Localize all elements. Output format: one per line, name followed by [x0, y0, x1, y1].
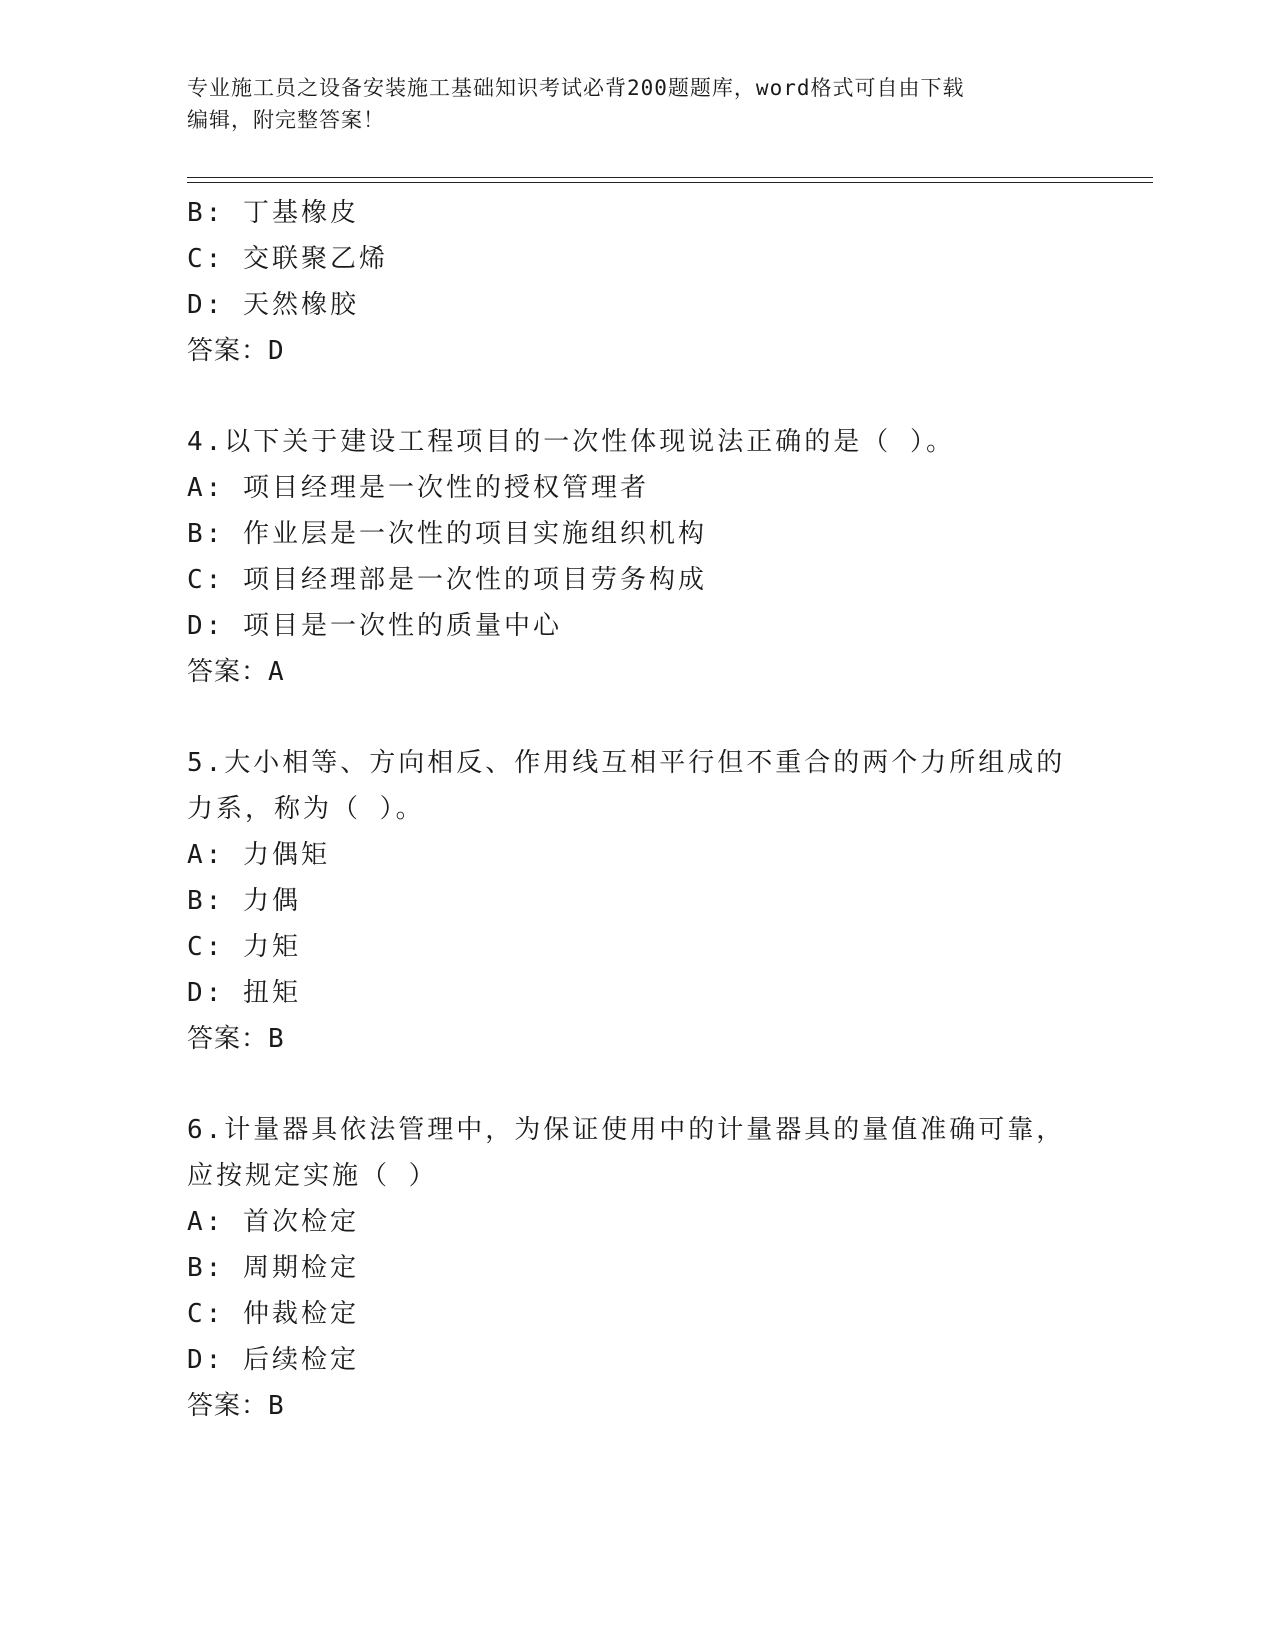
answer-value: D [268, 336, 285, 366]
answer-line [187, 328, 1107, 374]
header-divider-top [187, 177, 1153, 178]
question-text: 力系，称为（ ）。 [187, 794, 425, 824]
answer-label: 答案： [187, 1024, 269, 1054]
option-row: B: 丁基橡皮 [187, 198, 359, 228]
answer-value: B [268, 1391, 285, 1421]
answer-label: 答案： [187, 657, 269, 687]
option-row: C: 交联聚乙烯 [187, 244, 388, 274]
question-list [187, 190, 1107, 1429]
option-row: A: 力偶矩 [187, 840, 330, 870]
page-header [187, 72, 1067, 136]
option-row: C: 仲裁检定 [187, 1299, 359, 1329]
answer-value: A [268, 657, 285, 687]
question-block-4 [187, 419, 1107, 695]
option-row: D: 扭矩 [187, 978, 301, 1008]
option-row: C: 项目经理部是一次性的项目劳务构成 [187, 565, 707, 595]
option-row: A: 项目经理是一次性的授权管理者 [187, 473, 649, 503]
option-row: B: 周期检定 [187, 1253, 359, 1283]
option-row: A: 首次检定 [187, 1207, 359, 1237]
header-title-line-1: 专业施工员之设备安装施工基础知识考试必背200题题库，word格式可自由下载 [187, 76, 965, 100]
answer-line [187, 649, 1107, 695]
header-title-line-2: 编辑，附完整答案！ [187, 108, 385, 132]
question-block-partial [187, 190, 1107, 374]
question-text: 4.以下关于建设工程项目的一次性体现说法正确的是（ ）。 [187, 427, 955, 457]
answer-value: B [268, 1024, 285, 1054]
option-row: C: 力矩 [187, 932, 301, 962]
question-block-5 [187, 740, 1107, 1062]
option-row: D: 项目是一次性的质量中心 [187, 611, 562, 641]
option-row: D: 天然橡胶 [187, 290, 359, 320]
question-text: 6.计量器具依法管理中，为保证使用中的计量器具的量值准确可靠， [187, 1115, 1066, 1145]
answer-label: 答案： [187, 1391, 269, 1421]
question-block-6 [187, 1107, 1107, 1429]
question-text: 应按规定实施（ ） [187, 1161, 438, 1191]
option-row: B: 作业层是一次性的项目实施组织机构 [187, 519, 707, 549]
answer-line [187, 1016, 1107, 1062]
answer-line [187, 1383, 1107, 1429]
option-row: D: 后续检定 [187, 1345, 359, 1375]
option-row: B: 力偶 [187, 886, 301, 916]
question-text: 5.大小相等、方向相反、作用线互相平行但不重合的两个力所组成的 [187, 748, 1066, 778]
answer-label: 答案： [187, 336, 269, 366]
header-divider-bottom [187, 182, 1153, 183]
